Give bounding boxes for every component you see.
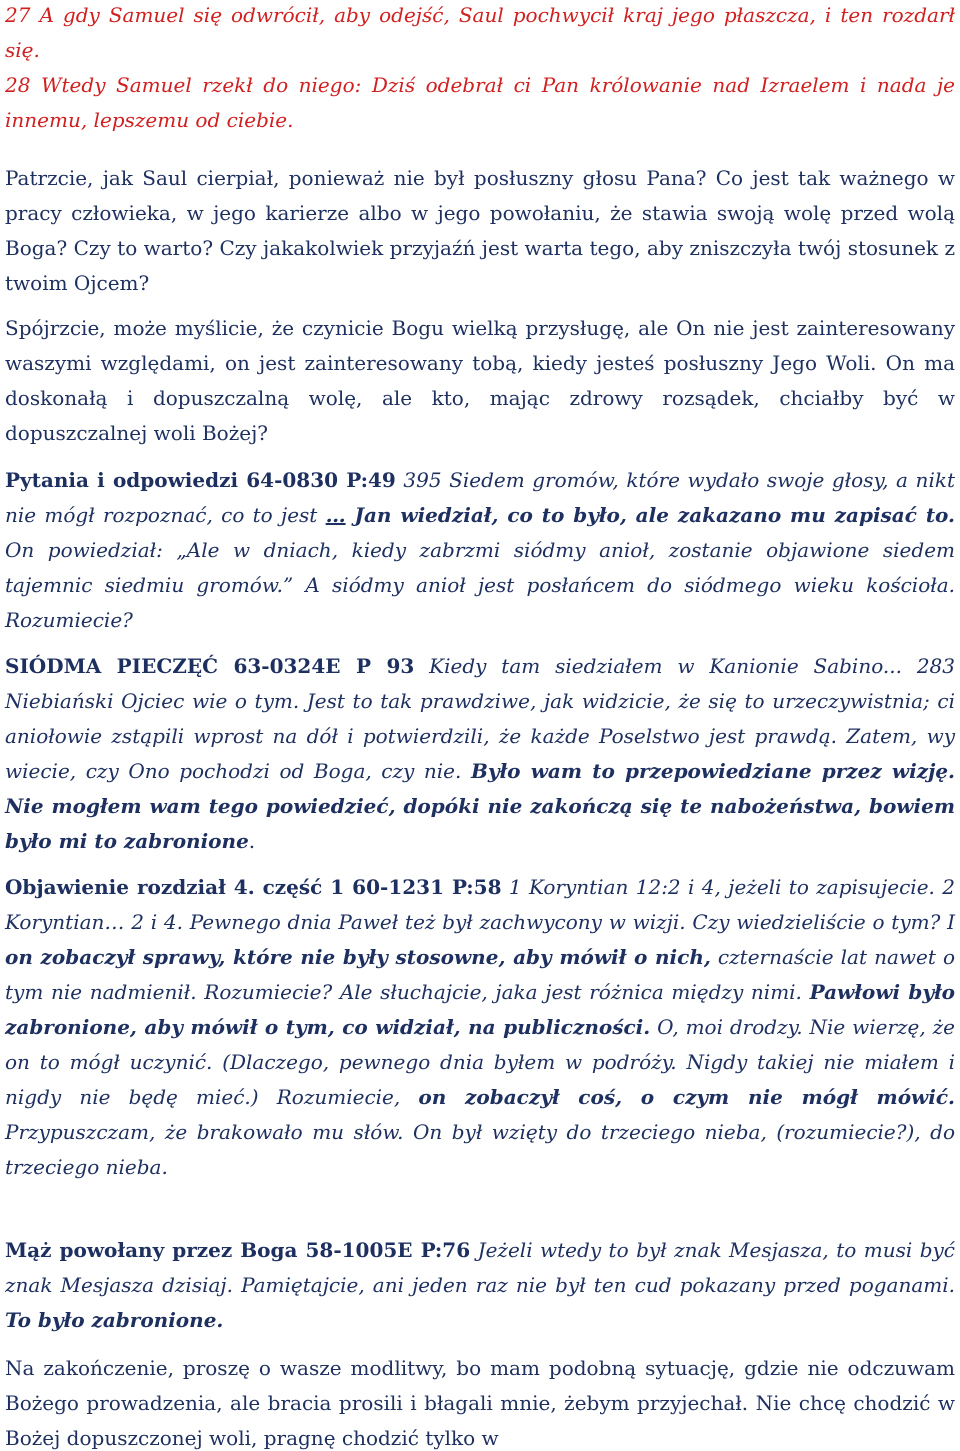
quote-text: Kiedy tam siedziałem w Kanionie Sabino... 283 Niebiański Ojciec wie o tym. Jest to tak prawdziwe, jak widzicie, że się to urzeczywistnia; ci aniołowie zstąpili wprost na dół i potwierdzili, że każde Poselstwo jest prawdą. Zatem, wy wiecie, czy Ono pochodzi od Boga, czy nie.: [5, 654, 956, 783]
quote-emphasis: Jan wiedział, co to było, ale zakazano mu zapisać to.: [345, 503, 956, 527]
sermon-reference: Objawienie rozdział 4. część 1 60-1231 P:58: [5, 875, 502, 899]
quote-emphasis: on zobaczył coś, o czym nie mógł mówić.: [418, 1085, 955, 1109]
quote-text: czternaście lat nawet o tym nie nadmienił. Rozumiecie? Ale słuchajcie, jaka jest różnica między nimi.: [5, 945, 955, 1004]
paragraph-will-text: Spójrzcie, może myślicie, że czynicie Bogu wielką przysługę, ale On nie jest zainteresowany waszymi względami, on jest zainteresowany tobą, kiedy jesteś posłuszny Jego Woli. On ma doskonałą i dopuszczalną wolę, ale kto, mając zdrowy rozsądek, chciałby być w dopuszczalnej woli Bożej?: [5, 316, 955, 445]
paragraph-closing: [5, 1351, 955, 1451]
quote-man-called: [5, 1233, 955, 1338]
quote-ellipsis: …: [325, 503, 346, 527]
quote-emphasis: To było zabronione.: [5, 1308, 224, 1332]
quote-text: Przypuszczam, że brakowało mu słów. On był wzięty do trzeciego nieba, (rozumiecie?), do trzeciego nieba.: [5, 1120, 955, 1179]
sermon-reference: Pytania i odpowiedzi 64-0830 P:49: [5, 468, 396, 492]
quote-emphasis: Było wam to przepowiedziane przez wizję. Nie mogłem wam tego powiedzieć, dopóki nie zakończą się te nabożeństwa, bowiem było mi to zabronione: [5, 759, 956, 853]
verse-27: 27 A gdy Samuel się odwrócił, aby odejść, Saul pochwycił kraj jego płaszcza, i ten rozdarł się.: [5, 3, 955, 62]
paragraph-closing-text: Na zakończenie, proszę o wasze modlitwy, bo mam podobną sytuację, gdzie nie odczuwam Bożego prowadzenia, ale bracia prosili i błagali mnie, żebym przyjechał. Nie chcę chodzić w Bożej dopuszczonej woli, pragnę chodzić tylko w: [5, 1356, 955, 1450]
quote-seventh-seal: [5, 649, 955, 859]
paragraph-saul-text: Patrzcie, jak Saul cierpiał, ponieważ nie był posłuszny głosu Pana? Co jest tak ważnego w pracy człowieka, w jego karierze albo w jego powołaniu, że stawia swoją wolę przed wolą Boga? Czy to warto? Czy jakakolwiek przyjaźń jest warta tego, aby zniszczyła twój stosunek z twoim Ojcem?: [5, 166, 955, 295]
sermon-reference: SIÓDMA PIECZĘĆ 63-0324E P 93: [5, 654, 415, 678]
quote-text: 395 Siedem gromów, które wydało swoje głosy, a nikt nie mógł rozpoznać, co to jest: [5, 468, 955, 527]
quote-end: .: [248, 829, 256, 853]
paragraph-will: [5, 311, 955, 451]
quote-text: On powiedział: „Ale w dniach, kiedy zabrzmi siódmy anioł, zostanie objawione siedem tajemnic siedmiu gromów.” A siódmy anioł jest posłańcem do siódmego wieku kościoła. Rozumiecie?: [5, 538, 955, 632]
quote-text: Jeżeli wtedy to był znak Mesjasza, to musi być znak Mesjasza dzisiaj. Pamiętajcie, ani jeden raz nie był ten cud pokazany przed poganami.: [5, 1238, 955, 1297]
quote-emphasis: on zobaczył sprawy, które nie były stosowne, aby mówił o nich,: [5, 945, 711, 969]
verse-28: 28 Wtedy Samuel rzekł do niego: Dziś odebrał ci Pan królowanie nad Izraelem i nada je innemu, lepszemu od ciebie.: [5, 73, 955, 132]
quote-seven-thunders: [5, 463, 955, 638]
paragraph-saul: [5, 161, 955, 301]
quote-text: O, moi drodzy. Nie wierzę, że on to mógł uczynić. (Dlaczego, pewnego dnia byłem w podróży. Nigdy takiej nie miałem i nigdy nie będę mieć.) Rozumiecie,: [5, 1015, 956, 1109]
quote-revelation: [5, 870, 955, 1185]
sermon-reference: Mąż powołany przez Boga 58-1005E P:76: [5, 1238, 471, 1262]
quote-emphasis: Pawłowi było zabronione, aby mówił o tym, co widział, na publiczności.: [5, 980, 955, 1039]
quote-text: 1 Koryntian 12:2 i 4, jeżeli to zapisujecie. 2 Koryntian… 2 i 4. Pewnego dnia Paweł też był zachwycony w wizji. Czy wiedzieliście o tym? I: [5, 875, 955, 934]
scripture-quote: [5, 0, 955, 138]
